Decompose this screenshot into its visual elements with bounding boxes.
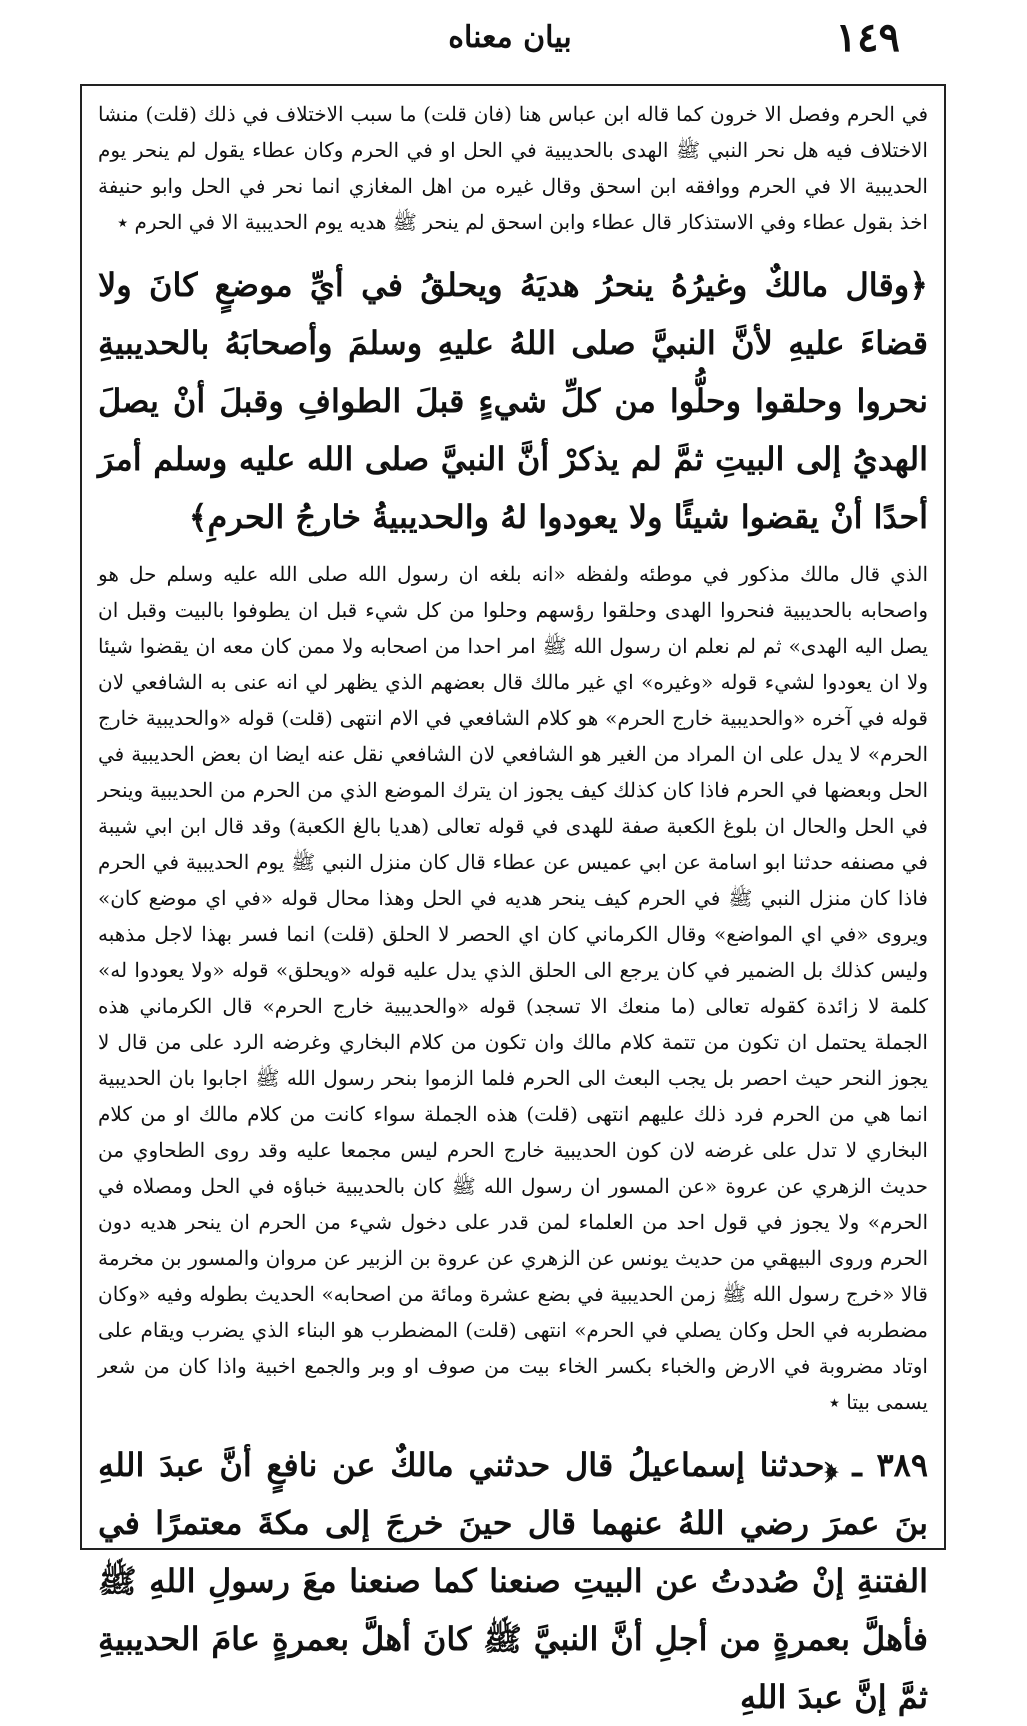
running-title: بيان معناه [448, 20, 572, 55]
commentary-paragraph-2: الذي قال مالك مذكور في موطئه ولفظه «انه بلغه ان رسول الله صلى الله عليه وسلم حل هو واصحابه بالحديبية فنحروا الهدى وحلقوا رؤسهم وحلوا من كل شيء قبل ان يطوفوا بالبيت وقبل ان يصل اليه الهدى» ثم لم نعلم ان رسول الله ﷺ امر احدا من اصحابه ولا ممن كان معه ان يقضوا شيئا ولا ان يعودوا لشيء قوله «وغيره» اي غير مالك قال بعضهم الذي يظهر لي انه عنى به الشافعي لان قوله في آخره «والحديبية خارج الحرم» هو كلام الشافعي في الام انتهى (قلت) قوله «والحديبية خارج الحرم» لا يدل على ان المراد من الغير هو الشافعي لان الشافعي نقل عنه ايضا ان بعض الحديبية في الحل وبعضها في الحرم فاذا كان كذلك كيف يجوز ان يترك الموضع الذي من الحرم من الحديبية وينحر في الحل والحال ان بلوغ الكعبة صفة للهدى في قوله تعالى (هديا بالغ الكعبة) وقد قال ابن ابي شيبة في مصنفه حدثنا ابو اسامة عن ابي عميس عن عطاء قال كان منزل النبي ﷺ يوم الحديبية في الحرم فاذا كان منزل النبي ﷺ في الحرم كيف ينحر هديه في الحل وهذا محال قوله «في اي موضع كان» ويروى «في اي المواضع» وقال الكرماني كان اي الحصر لا الحلق (قلت) انما فسر بهذا لاجل مذهبه وليس كذلك بل الضمير في كان يرجع الى الحلق الذي يدل عليه قوله «ويحلق» قوله «ولا يعودوا له» كلمة لا زائدة كقوله تعالى (ما منعك الا تسجد) قوله «والحديبية خارج الحرم» قال الكرماني هذه الجملة يحتمل ان تكون من تتمة كلام مالك وان تكون من كلام البخاري وغرضه الرد على من قال لا يجوز النحر حيث احصر بل يجب البعث الى الحرم فلما الزموا بنحر رسول الله ﷺ اجابوا بان الحديبية انما هي من الحرم فرد ذلك عليهم انتهى (قلت) هذه الجملة سواء كانت من كلام مالك او من كلام البخاري لا تدل على غرضه لان كون الحديبية خارج الحرم ليس مجمعا عليه وقد روى الطحاوي من حديث الزهري عن عروة «عن المسور ان رسول الله ﷺ كان بالحديبية خباؤه في الحل ومصلاه في الحرم» ولا يجوز في قول احد من العلماء لمن قدر على دخول شيء من الحرم ان ينحر هديه دون الحرم وروى البيهقي من حديث يونس عن الزهري عن عروة بن الزبير عن مروان والمسور بن مخرمة قالا «خرج رسول الله ﷺ زمن الحديبية في بضع عشرة ومائة من اصحابه» الحديث بطوله وفيه «وكان مضطربه في الحل وكان يصلي في الحرم» انتهى (قلت) المضطرب هو البناء الذي يضرب ويقام على اوتاد مضروبة في الارض والخباء بكسر الخاء بيت من صوف او وبر والجمع اخبية واذا كان من شعر يسمى بيتا ٭ [98, 562, 929, 1414]
hadith-text-1: ﴿وقال مالكٌ وغيرُهُ ينحرُ هديَهُ ويحلقُ في أيِّ موضعٍ كانَ ولا قضاءَ عليهِ لأنَّ النبيَّ صلى اللهُ عليهِ وسلمَ وأصحابَهُ بالحديبيةِ نحروا وحلقوا وحلُّوا من كلِّ شيءٍ قبلَ الطوافِ وقبلَ أنْ يصلَ الهديُ إلى البيتِ ثمَّ لم يذكرْ أنَّ النبيَّ صلى الله عليه وسلم أمرَ أحدًا أنْ يقضوا شيئًا ولا يعودوا لهُ والحديبيةُ خارجُ الحرمِ﴾ [98, 266, 929, 536]
commentary-paragraph-1: في الحرم وفصل الا خرون كما قاله ابن عباس هنا (فان قلت) ما سبب الاختلاف في ذلك (قلت) منشا الاختلاف فيه هل نحر النبي ﷺ الهدى بالحديبية في الحل او في الحرم وكان عطاء يقول لم ينحر يوم الحديبية الا في الحرم ووافقه ابن اسحق وقال غيره من اهل المغازي انما نحر في الحل وابو حنيفة اخذ بقول عطاء وفي الاستذكار قال عطاء وابن اسحق لم ينحر ﷺ هديه يوم الحديبية الا في الحرم ٭ [98, 102, 928, 234]
hadith-text-2: ٣٨٩ ـ ﴿حدثنا إسماعيلُ قال حدثني مالكٌ عن نافعٍ أنَّ عبدَ اللهِ بنَ عمرَ رضي اللهُ عنهما قال حينَ خرجَ إلى مكةَ معتمرًا في الفتنةِ إنْ صُددتُ عن البيتِ صنعنا كما صنعنا معَ رسولِ اللهِ ﷺ فأهلَّ بعمرةٍ من أجلِ أنَّ النبيَّ ﷺ كانَ أهلَّ بعمرةٍ عامَ الحديبيةِ ثمَّ إنَّ عبدَ اللهِ [98, 1446, 929, 1716]
text-frame [80, 84, 946, 1716]
page-number: ١٤٩ [835, 14, 900, 61]
page-header [80, 14, 940, 70]
